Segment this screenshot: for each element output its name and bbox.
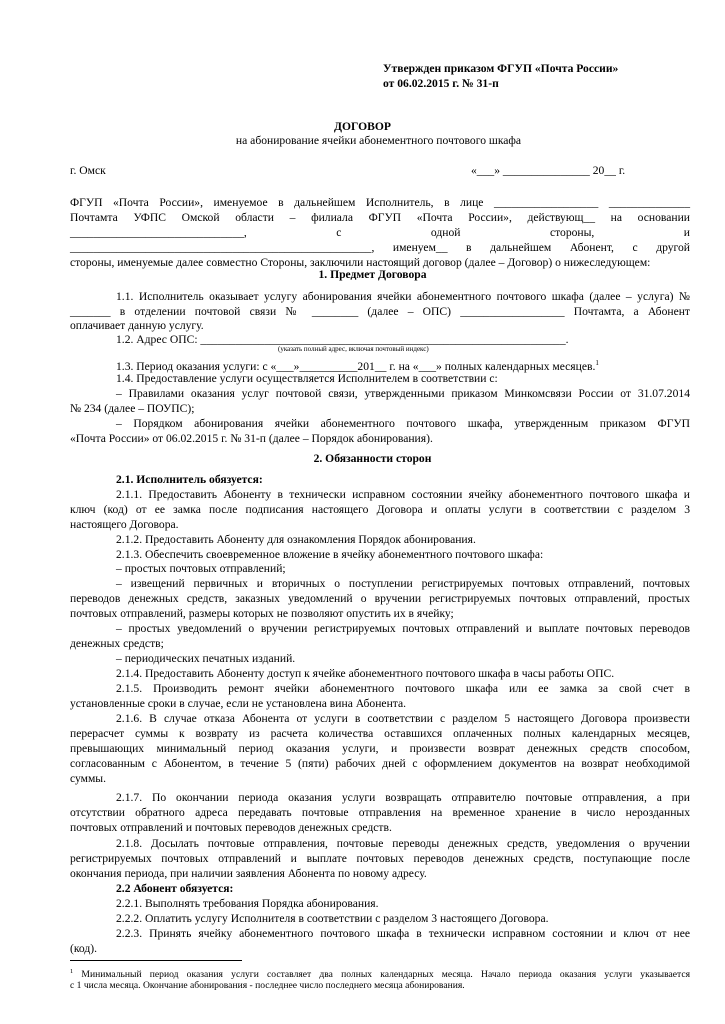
clause-2-1-5-line-1: 2.1.5. Производить ремонт ячейки абонементного почтового шкафа или ее замка за свой счет в [116,682,690,695]
clause-1-1-line-3: оплачивает данную услугу. [70,319,204,332]
clause-2-1-7-line-3: почтовых отправлений и почтовых переводов денежных средств. [70,821,392,834]
preamble-line-2: Почтамта УФПС Омской области – филиала ФГУП «Почта России», действующ__ на основании [70,211,690,224]
clause-2-1-1-line-2: ключ (код) от ее замка после подписания настоящего Договора и оплаты услуги в соответствии с разделом 3 [70,503,690,516]
preamble-line-1: ФГУП «Почта России», именуемое в дальнейшем Исполнитель, в лице __________________ ______________ [70,196,690,209]
clause-2-2-3-line-2: (код). [70,942,98,955]
rule-1-line-1: – Правилами оказания услуг почтовой связи, утвержденными приказом Минкомсвязи России от 31.07.2014 [116,387,690,400]
bullet-3-line-1: – простых уведомлений о вручении регистрируемых почтовых отправлений и выплате почтовых переводов [116,622,690,635]
clause-2-2-2: 2.2.2. Оплатить услугу Исполнителя в соответствии с разделом 3 настоящего Договора. [116,912,549,925]
bullet-2-line-2: переводов денежных средств, заказных уведомлений о вручении регистрируемых почтовых отправлений, простых [70,592,690,605]
footnote-line-2: с 1 числа месяца. Окончание абонирования - последнее число последнего месяца абонирования. [70,980,465,991]
clause-1-3: 1.3. Период оказания услуги: с «___»__________201__ г. на «___» полных календарных месяцев.$^1$ [116,359,599,373]
clause-2-1-6-line-5: суммы. [70,772,106,785]
bullet-2-line-1: – извещений первичных и вторичных о поступлении регистрируемых почтовых отправлений, почтовых [116,577,690,590]
clause-1-2: 1.2. Адрес ОПС: _______________________________________________________________. [116,333,569,346]
clause-2-1-4: 2.1.4. Предоставить Абоненту доступ к ячейке абонементного почтового шкафа в часы работы ОПС. [116,667,615,680]
section-2-heading: 2. Обязанности сторон [313,452,432,465]
clause-1-1-line-2: _______ в отделении почтовой связи № ________ (далее – ОПС) __________________ Почтамта, а Абонент [70,305,690,318]
footnote-separator [70,960,242,961]
clause-2-1-1-line-3: настоящего Договора. [70,518,179,531]
clause-2-1-1-line-1: 2.1.1. Предоставить Абоненту в технически исправном состоянии ячейку абонементного почтового шкафа и [116,488,690,501]
approval-line-1: Утвержден приказом ФГУП «Почта России» [383,62,619,75]
clause-1-1-line-1: 1.1. Исполнитель оказывает услугу абонирования ячейки абонементного почтового шкафа (далее – услуга) № [116,290,690,303]
clause-1-4: 1.4. Предоставление услуги осуществляется Исполнителем в соответствии с: [116,372,498,385]
bullet-4: – периодических печатных изданий. [116,652,296,665]
address-hint: (указать полный адрес, включая почтовый индекс) [278,345,429,353]
clause-2-2-1: 2.2.1. Выполнять требования Порядка абонирования. [116,897,379,910]
section-1-heading: 1. Предмет Договора [318,268,427,281]
subsection-2-2: 2.2 Абонент обязуется: [116,882,234,895]
clause-2-2-3-line-1: 2.2.3. Принять ячейку абонементного почтового шкафа в технически исправном состоянии и ключ от нее [116,927,690,940]
clause-2-1-6-line-1: 2.1.6. В случае отказа Абонента от услуги в соответствии с разделом 5 настоящего Договора произвести [116,712,690,725]
subsection-2-1: 2.1. Исполнитель обязуется: [116,473,263,486]
document-subtitle: на абонирование ячейки абонементного почтового шкафа [235,134,522,147]
bullet-1: – простых почтовых отправлений; [116,562,286,575]
rule-2-line-1: – Порядком абонирования ячейки абонементного почтового шкафа, утвержденным приказом ФГУП [116,417,690,430]
preamble-line-3: ______________________________, с одной стороны, и [70,226,690,239]
rule-2-line-2: «Почта России» от 06.02.2015 г. № 31-п (далее – Порядок абонирования). [70,432,433,445]
rule-1-line-2: № 234 (далее – ПОУПС); [70,402,195,415]
preamble-line-5: стороны, именуемые далее совместно Стороны, заключили настоящий договор (далее – Договор) о нижеследующем: [70,256,651,269]
clause-2-1-3: 2.1.3. Обеспечить своевременное вложение в ячейку абонементного почтового шкафа: [116,548,544,561]
footnote-mark: 1 [70,968,74,975]
clause-2-1-6-line-3: превышающих минимальный период оказания услуги, и произвести возврат денежных средств способом, [70,742,690,755]
bullet-2-line-3: почтовых отправлений, размеры которых не позволяют опустить их в ячейку; [70,607,454,620]
contract-date: «___» _______________ 20__ г. [471,164,626,177]
city: г. Омск [70,164,106,177]
footnote-ref: 1 [595,359,599,367]
document-title: ДОГОВОР [334,120,391,133]
clause-2-1-6-line-2: перерасчет суммы к возврату из расчета количества оставшихся оплаченных полных календарных месяцев, [70,727,690,740]
approval-line-2: от 06.02.2015 г. № 31-п [383,77,499,90]
footnote-line-1: $^1$ Минимальный период оказания услуги составляет два полных календарных месяца. Начало периода оказания услуги указывается [70,968,690,981]
clause-2-1-8-line-3: окончания периода, при наличии заявления Абонента по новому адресу. [70,867,427,880]
clause-2-1-6-line-4: согласованным с Абонентом, в течение 5 (пяти) рабочих дней с оформлением документов на возврат необходимой [70,757,690,770]
clause-2-1-2: 2.1.2. Предоставить Абоненту для ознакомления Порядок абонирования. [116,533,476,546]
bullet-3-line-2: денежных средств; [70,637,164,650]
clause-2-1-8-line-2: регистрируемых почтовых отправлений и выплате почтовых переводов денежных средств, поступающие после [70,852,690,865]
clause-2-1-5-line-2: установленные сроки в случае, если не установлена вина Абонента. [70,697,407,710]
preamble-line-4: ____________________________________________________, именуем__ в дальнейшем Абонент, с другой [70,241,690,254]
clause-2-1-7-line-2: отсутствии обратного адреса передавать почтовые отправления на временное хранение в число нерозданных [70,806,690,819]
clause-2-1-7-line-1: 2.1.7. По окончании периода оказания услуги возвращать отправителю почтовые отправления, а при [116,791,690,804]
clause-2-1-8-line-1: 2.1.8. Досылать почтовые отправления, почтовые переводы денежных средств, уведомления о вручении [116,837,690,850]
